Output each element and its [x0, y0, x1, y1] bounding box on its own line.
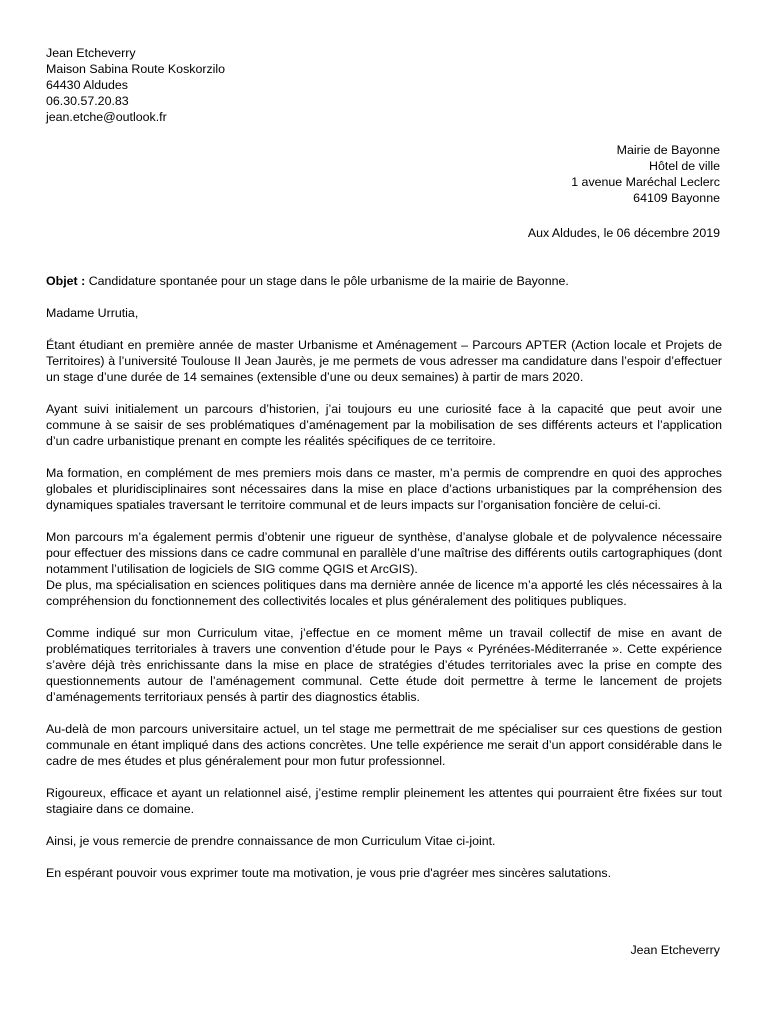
paragraph-7: Au-delà de mon parcours universitaire actuel, un tel stage me permettrait de me spécialiser sur ces questions de gestion communale en étant impliqué dans des actions concrètes. Une telle expérience me serait d’un apport considérable dans le cadre de mes études et plus généralement pour mon futur professionnel.	[46, 722, 722, 768]
paragraph-2: Ayant suivi initialement un parcours d’historien, j’ai toujours eu une curiosité face à la capacité que peut avoir une commune à se saisir de ses problématiques d’aménagement par la mobilisation de ses différents acteurs et l’application d’un cadre urbanistique prenant en compte les réalités spécifiques de ce territoire.	[46, 402, 722, 448]
sender-name: Jean Etcheverry	[46, 46, 136, 60]
object-text: Candidature spontanée pour un stage dans le pôle urbanisme de la mairie de Bayonne.	[85, 274, 569, 288]
salutation: Madame Urrutia,	[46, 306, 139, 320]
paragraph-8: Rigoureux, efficace et ayant un relationnel aisé, j’estime remplir pleinement les attentes qui pourraient être fixées sur tout stagiaire dans ce domaine.	[46, 786, 722, 816]
letter-body	[46, 273, 722, 897]
paragraph-5: De plus, ma spécialisation en sciences politiques dans ma dernière année de licence m’a apporté les clés nécessaires à la compréhension du fonctionnement des collectivités locales et plus généralement des politiques publiques.	[46, 578, 722, 608]
recipient-line1: Mairie de Bayonne	[616, 143, 720, 157]
paragraph-4: Mon parcours m’a également permis d’obtenir une rigueur de synthèse, d’analyse globale et de polyvalence nécessaire pour effectuer des missions dans ce cadre communal en parallèle d’une maîtrise des différents outils cartographiques (dont notamment l’utilisation de logiciels de SIG comme QGIS et ArcGIS).	[46, 530, 722, 576]
recipient-line4: 64109 Bayonne	[633, 191, 720, 205]
sender-email: jean.etche@outlook.fr	[46, 110, 167, 124]
recipient-line2: Hôtel de ville	[649, 159, 720, 173]
recipient-block	[571, 142, 720, 206]
object-label: Objet :	[46, 274, 86, 288]
letter-date: Aux Aldudes, le 06 décembre 2019	[527, 226, 720, 240]
sender-address-line1: Maison Sabina Route Koskorzilo	[46, 62, 226, 76]
paragraph-9: Ainsi, je vous remercie de prendre connaissance de mon Curriculum Vitae ci-joint.	[46, 834, 496, 848]
object-line	[46, 273, 722, 289]
signature: Jean Etcheverry	[630, 943, 720, 957]
sender-phone: 06.30.57.20.83	[46, 94, 129, 108]
paragraph-3: Ma formation, en complément de mes premiers mois dans ce master, m’a permis de comprendre en quoi des approches globales et pluridisciplinaires sont nécessaires dans la mise en place d’actions urbanistiques par la compréhension des dynamiques spatiales traversant le territoire communal et de leurs impacts sur l’organisation foncière de celui-ci.	[46, 466, 722, 512]
paragraph-10: En espérant pouvoir vous exprimer toute ma motivation, je vous prie d'agréer mes sincères salutations.	[46, 866, 612, 880]
sender-address-line2: 64430 Aldudes	[46, 78, 128, 92]
sender-block	[46, 45, 346, 125]
recipient-line3: 1 avenue Maréchal Leclerc	[571, 175, 720, 189]
paragraph-1: Étant étudiant en première année de master Urbanisme et Aménagement – Parcours APTER (Action locale et Projets de Territoires) à l’université Toulouse II Jean Jaurès, je me permets de vous adresser ma candidature dans l’espoir d’effectuer un stage d’une durée de 14 semaines (extensible d’une ou deux semaines) à partir de mars 2020.	[46, 338, 722, 384]
paragraph-6: Comme indiqué sur mon Curriculum vitae, j’effectue en ce moment même un travail collectif de mise en avant de problématiques territoriales à travers une convention d’étude pour le Pays « Pyrénées-Méditerranée ». Cette expérience s’avère déjà très enrichissante dans la mise en place de stratégies d’études territoriales avec la prise en compte des questionnements autour de l’aménagement communal. Cette étude doit permettre à terme le lancement de projets d’aménagements territoriaux pensés à partir des diagnostics établis.	[46, 626, 722, 704]
